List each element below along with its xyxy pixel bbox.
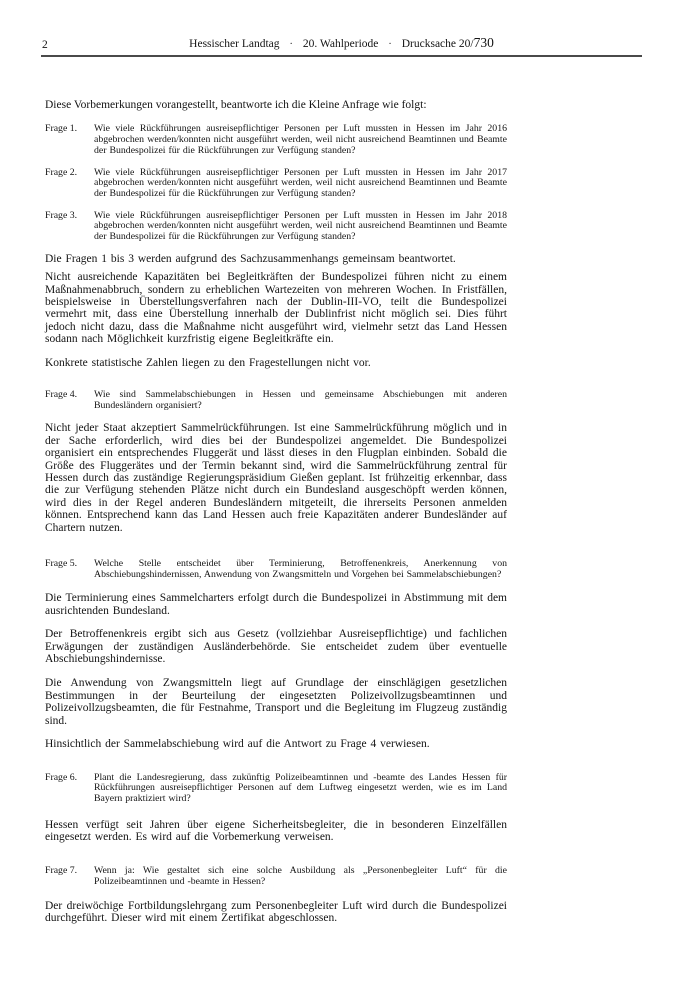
header-separator-dot: · <box>388 39 392 50</box>
question-label: Frage 3. <box>45 209 78 221</box>
question-text: Wie viele Rückführungen ausreisepflichtiger Personen per Luft mussten in Hessen im Jahr 2018 abgebrochen werden/konnten nicht ausgeführt werden, weil nicht ausreichend Beamtinnen und Beamte der Bundespolizei für die Rückführungen zur Verfügung standen? <box>94 209 507 243</box>
answer6-paragraph: Hessen verfügt seit Jahren über eigene Sicherheitsbegleiter, die in besonderen Einzelfällen eingesetzt werden. Es wird auf die Vorbemerkung verweisen. <box>45 818 507 844</box>
header-separator-dot: · <box>289 39 293 50</box>
answer5-scope-paragraph: Der Betroffenenkreis ergibt sich aus Gesetz (vollziehbar Ausreisepflichtige) und fachlichen Erwägungen der zuständigen Ausländerbehörde. Sie entscheidet zudem über eventuelle Abschiebungshindernisse. <box>45 628 507 666</box>
question-text: Wie viele Rückführungen ausreisepflichtiger Personen per Luft mussten in Hessen im Jahr 2017 abgebrochen werden/konnten nicht ausgeführt werden, weil nicht ausreichend Beamtinnen und Beamte der Bundespolizei für die Rückführungen zur Verfügung standen? <box>94 166 507 199</box>
header-organization: Hessischer Landtag <box>189 38 280 50</box>
question-frage-5 <box>45 559 507 580</box>
header-title <box>41 36 642 52</box>
question-label: Frage 6. <box>45 771 78 783</box>
question-frage-3 <box>45 211 507 243</box>
question-text: Plant die Landesregierung, dass zukünftig Polizeibeamtinnen und -beamte des Landes Hessen für Rückführungen ausreisepflichtiger Personen auf dem Luftweg eingesetzt werden, wie es im Land Bayern praktiziert wird? <box>94 771 507 804</box>
header-document-reference <box>402 36 494 51</box>
joint-answer-paragraph: Die Fragen 1 bis 3 werden aufgrund des Sachzusammenhangs gemeinsam beantwortet. <box>45 252 456 265</box>
question-frage-4 <box>45 390 507 411</box>
question-label: Frage 7. <box>45 865 78 877</box>
answer4-paragraph: Nicht jeder Staat akzeptiert Sammelrückführungen. Ist eine Sammelrückführung möglich und in der Sache erforderlich, wird dies bei der Bundespolizei angemeldet. Die Bundespolizei organisiert ein entsprechendes Fluggerät und lässt dieses in den Flugplan einbinden. Sobald die Größe des Fluggerätes und der Termin bekannt sind, wird die Sammelrückführung zentral für Hessen durch das zuständige Regierungspräsidium Gießen geplant. Ist frühzeitig erkennbar, dass die zur Verfügung stehenden Plätze nicht durch ein Bundesland ausgeschöpft werden können, wird dies in der Regel anderen Bundesländern mitgeteilt, die ihrerseits Personen anmelden können. Entsprechend kann das Land Hessen auch freie Kapazitäten anderer Bundesländer auf Chartern nutzen. <box>45 422 507 534</box>
page-number: 2 <box>42 39 48 51</box>
document-body <box>45 55 507 925</box>
capacity-answer-paragraph: Nicht ausreichende Kapazitäten bei Begleitkräften der Bundespolizei führen nicht zu einem Maßnahmenabbruch, sondern zu erheblichen Wartezeiten von mehreren Wochen. In Fristfällen, beispielsweise in Überstellungsverfahren nach der Dublin-III-VO, teilt die Bundespolizei vermehrt mit, dass eine Überstellung innerhalb der Dublinfrist nicht möglich sei. Dies führt jedoch nicht dazu, dass die Maßnahme nicht ausgeführt wird, vielmehr setzt das Land Hessen sodann nach Möglichkeit kurzfristig eigene Begleitkräfte ein. <box>45 271 507 346</box>
answer7-paragraph: Der dreiwöchige Fortbildungslehrgang zum Personenbegleiter Luft wird durch die Bundespolizei durchgeführt. Dieser wird mit einem Zertifikat abgeschlossen. <box>45 899 507 925</box>
question-label: Frage 2. <box>45 166 78 178</box>
no-statistics-paragraph: Konkrete statistische Zahlen liegen zu den Fragestellungen nicht vor. <box>45 356 371 369</box>
intro-paragraph: Diese Vorbemerkungen vorangestellt, beantworte ich die Kleine Anfrage wie folgt: <box>45 99 427 111</box>
drucksache-number: 730 <box>473 35 494 50</box>
question-frage-1 <box>45 124 507 156</box>
drucksache-prefix: Drucksache 20/ <box>401 38 474 50</box>
question-text: Wenn ja: Wie gestaltet sich eine solche Ausbildung als „Personenbegleiter Luft“ für die Polizeibeamtinnen und -beamte in Hessen? <box>94 865 507 888</box>
answer5-reference-paragraph: Hinsichtlich der Sammelabschiebung wird auf die Antwort zu Frage 4 verwiesen. <box>45 738 430 751</box>
question-text: Wie sind Sammelabschiebungen in Hessen und gemeinsame Abschiebungen mit anderen Bundesländern organisiert? <box>94 388 507 411</box>
answer5-scheduling-paragraph: Die Terminierung eines Sammelcharters erfolgt durch die Bundespolizei in Abstimmung mit dem ausrichtenden Bundesland. <box>45 592 507 617</box>
question-frage-6 <box>45 773 507 805</box>
header-legislative-period: 20. Wahlperiode <box>302 38 379 50</box>
question-label: Frage 1. <box>45 123 78 135</box>
page-header <box>41 36 642 57</box>
question-label: Frage 5. <box>45 558 78 570</box>
question-text: Wie viele Rückführungen ausreisepflichtiger Personen per Luft mussten in Hessen im Jahr 2016 abgebrochen werden/konnten nicht ausgeführt werden, weil nicht ausreichend Beamtinnen und Beamte der Bundespolizei für die Rückführungen zur Verfügung standen? <box>94 123 507 156</box>
question-label: Frage 4. <box>45 388 78 400</box>
question-frage-2 <box>45 168 507 200</box>
question-text: Welche Stelle entscheidet über Terminierung, Betroffenenkreis, Anerkennung von Abschiebungshindernissen, Anwendung von Zwangsmitteln und Vorgehen bei Sammelabschiebungen? <box>94 558 507 580</box>
answer5-force-paragraph: Die Anwendung von Zwangsmitteln liegt auf Grundlage der einschlägigen gesetzlichen Bestimmungen in der Beurteilung der eingesetzten Polizeivollzugsbeamtinnen und Polizeivollzugsbeamten, die für Festnahme, Transport und die Begleitung im Flugzeug zuständig sind. <box>45 677 507 727</box>
question-frage-7 <box>45 866 507 887</box>
